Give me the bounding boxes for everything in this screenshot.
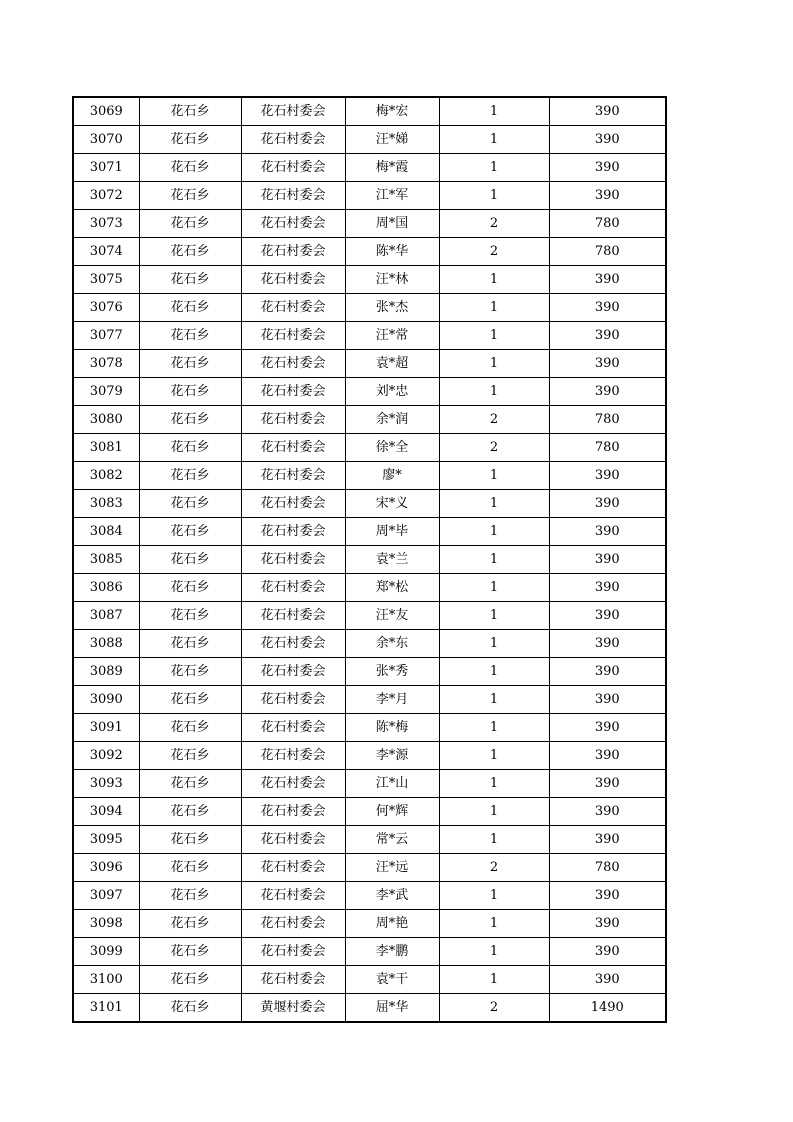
cell-person-name: 汪*友 — [345, 602, 439, 630]
cell-village-committee: 花石村委会 — [241, 938, 345, 966]
cell-township: 花石乡 — [139, 97, 241, 126]
cell-township: 花石乡 — [139, 406, 241, 434]
cell-village-committee: 花石村委会 — [241, 266, 345, 294]
cell-serial-number: 3081 — [73, 434, 139, 462]
table-row — [73, 490, 666, 518]
cell-person-name: 梅*宏 — [345, 97, 439, 126]
table-row — [73, 518, 666, 546]
cell-township: 花石乡 — [139, 742, 241, 770]
cell-amount: 390 — [549, 182, 666, 210]
cell-serial-number: 3072 — [73, 182, 139, 210]
cell-person-name: 余*润 — [345, 406, 439, 434]
cell-village-committee: 花石村委会 — [241, 546, 345, 574]
cell-amount: 390 — [549, 798, 666, 826]
table-row — [73, 826, 666, 854]
cell-amount: 390 — [549, 294, 666, 322]
cell-person-name: 江*山 — [345, 770, 439, 798]
cell-village-committee: 花石村委会 — [241, 574, 345, 602]
cell-township: 花石乡 — [139, 574, 241, 602]
cell-village-committee: 花石村委会 — [241, 406, 345, 434]
cell-serial-number: 3096 — [73, 854, 139, 882]
cell-person-name: 梅*霞 — [345, 154, 439, 182]
cell-serial-number: 3095 — [73, 826, 139, 854]
table-row — [73, 462, 666, 490]
cell-amount: 390 — [549, 350, 666, 378]
cell-township: 花石乡 — [139, 770, 241, 798]
table-row — [73, 406, 666, 434]
cell-township: 花石乡 — [139, 994, 241, 1023]
cell-amount: 390 — [549, 630, 666, 658]
cell-village-committee: 花石村委会 — [241, 742, 345, 770]
cell-household-count: 1 — [439, 686, 549, 714]
cell-township: 花石乡 — [139, 294, 241, 322]
cell-amount: 390 — [549, 826, 666, 854]
cell-amount: 390 — [549, 882, 666, 910]
cell-village-committee: 花石村委会 — [241, 462, 345, 490]
cell-person-name: 陈*梅 — [345, 714, 439, 742]
cell-serial-number: 3089 — [73, 658, 139, 686]
cell-person-name: 张*秀 — [345, 658, 439, 686]
cell-household-count: 1 — [439, 742, 549, 770]
cell-serial-number: 3084 — [73, 518, 139, 546]
cell-serial-number: 3090 — [73, 686, 139, 714]
cell-person-name: 张*杰 — [345, 294, 439, 322]
cell-village-committee: 花石村委会 — [241, 322, 345, 350]
cell-township: 花石乡 — [139, 854, 241, 882]
cell-amount: 390 — [549, 686, 666, 714]
cell-village-committee: 花石村委会 — [241, 882, 345, 910]
cell-person-name: 周*艳 — [345, 910, 439, 938]
cell-township: 花石乡 — [139, 322, 241, 350]
cell-person-name: 刘*忠 — [345, 378, 439, 406]
cell-village-committee: 花石村委会 — [241, 182, 345, 210]
cell-household-count: 1 — [439, 350, 549, 378]
cell-household-count: 1 — [439, 966, 549, 994]
cell-household-count: 1 — [439, 882, 549, 910]
table-row — [73, 266, 666, 294]
cell-village-committee: 花石村委会 — [241, 658, 345, 686]
table-row — [73, 210, 666, 238]
cell-amount: 390 — [549, 490, 666, 518]
cell-household-count: 1 — [439, 574, 549, 602]
cell-village-committee: 花石村委会 — [241, 490, 345, 518]
cell-village-committee: 花石村委会 — [241, 714, 345, 742]
cell-amount: 390 — [549, 770, 666, 798]
cell-household-count: 1 — [439, 798, 549, 826]
cell-amount: 390 — [549, 658, 666, 686]
cell-amount: 390 — [549, 154, 666, 182]
cell-township: 花石乡 — [139, 154, 241, 182]
cell-amount: 780 — [549, 854, 666, 882]
cell-village-committee: 花石村委会 — [241, 154, 345, 182]
cell-village-committee: 花石村委会 — [241, 294, 345, 322]
cell-township: 花石乡 — [139, 126, 241, 154]
cell-serial-number: 3082 — [73, 462, 139, 490]
table-row — [73, 602, 666, 630]
table-row — [73, 966, 666, 994]
cell-amount: 780 — [549, 434, 666, 462]
cell-amount: 390 — [549, 546, 666, 574]
table-row — [73, 854, 666, 882]
cell-person-name: 徐*全 — [345, 434, 439, 462]
cell-serial-number: 3076 — [73, 294, 139, 322]
cell-person-name: 郑*松 — [345, 574, 439, 602]
cell-serial-number: 3092 — [73, 742, 139, 770]
cell-person-name: 余*东 — [345, 630, 439, 658]
cell-person-name: 屈*华 — [345, 994, 439, 1023]
roster-table — [72, 96, 667, 1023]
table-row — [73, 658, 666, 686]
cell-township: 花石乡 — [139, 462, 241, 490]
cell-village-committee: 花石村委会 — [241, 910, 345, 938]
cell-township: 花石乡 — [139, 630, 241, 658]
cell-serial-number: 3101 — [73, 994, 139, 1023]
cell-township: 花石乡 — [139, 210, 241, 238]
cell-household-count: 1 — [439, 154, 549, 182]
cell-village-committee: 花石村委会 — [241, 630, 345, 658]
cell-amount: 390 — [549, 910, 666, 938]
cell-household-count: 1 — [439, 518, 549, 546]
cell-person-name: 李*鹏 — [345, 938, 439, 966]
cell-serial-number: 3077 — [73, 322, 139, 350]
cell-serial-number: 3100 — [73, 966, 139, 994]
cell-person-name: 陈*华 — [345, 238, 439, 266]
cell-household-count: 2 — [439, 994, 549, 1023]
cell-amount: 390 — [549, 322, 666, 350]
cell-household-count: 1 — [439, 770, 549, 798]
table-row — [73, 910, 666, 938]
cell-person-name: 汪*常 — [345, 322, 439, 350]
table-row — [73, 350, 666, 378]
table-row — [73, 770, 666, 798]
cell-serial-number: 3085 — [73, 546, 139, 574]
cell-township: 花石乡 — [139, 686, 241, 714]
cell-township: 花石乡 — [139, 714, 241, 742]
cell-amount: 390 — [549, 966, 666, 994]
table-row — [73, 294, 666, 322]
cell-household-count: 2 — [439, 854, 549, 882]
table-row — [73, 686, 666, 714]
cell-person-name: 汪*远 — [345, 854, 439, 882]
cell-amount: 390 — [549, 574, 666, 602]
cell-amount: 390 — [549, 602, 666, 630]
cell-household-count: 1 — [439, 658, 549, 686]
cell-person-name: 汪*娣 — [345, 126, 439, 154]
cell-person-name: 何*辉 — [345, 798, 439, 826]
cell-village-committee: 花石村委会 — [241, 126, 345, 154]
cell-village-committee: 花石村委会 — [241, 238, 345, 266]
cell-township: 花石乡 — [139, 238, 241, 266]
table-row — [73, 994, 666, 1023]
cell-serial-number: 3099 — [73, 938, 139, 966]
cell-amount: 780 — [549, 238, 666, 266]
table-row — [73, 798, 666, 826]
cell-serial-number: 3098 — [73, 910, 139, 938]
cell-serial-number: 3083 — [73, 490, 139, 518]
cell-household-count: 1 — [439, 602, 549, 630]
cell-household-count: 1 — [439, 462, 549, 490]
cell-serial-number: 3073 — [73, 210, 139, 238]
cell-serial-number: 3093 — [73, 770, 139, 798]
cell-serial-number: 3087 — [73, 602, 139, 630]
cell-person-name: 周*毕 — [345, 518, 439, 546]
cell-household-count: 1 — [439, 294, 549, 322]
cell-serial-number: 3086 — [73, 574, 139, 602]
cell-household-count: 1 — [439, 322, 549, 350]
cell-township: 花石乡 — [139, 798, 241, 826]
cell-amount: 1490 — [549, 994, 666, 1023]
cell-township: 花石乡 — [139, 434, 241, 462]
cell-person-name: 袁*干 — [345, 966, 439, 994]
cell-township: 花石乡 — [139, 658, 241, 686]
cell-village-committee: 花石村委会 — [241, 602, 345, 630]
cell-serial-number: 3075 — [73, 266, 139, 294]
cell-person-name: 常*云 — [345, 826, 439, 854]
table-row — [73, 630, 666, 658]
cell-village-committee: 花石村委会 — [241, 854, 345, 882]
table-row — [73, 714, 666, 742]
cell-household-count: 1 — [439, 490, 549, 518]
table-row — [73, 938, 666, 966]
table-row — [73, 546, 666, 574]
cell-township: 花石乡 — [139, 266, 241, 294]
cell-township: 花石乡 — [139, 378, 241, 406]
table-row — [73, 742, 666, 770]
cell-township: 花石乡 — [139, 490, 241, 518]
cell-serial-number: 3069 — [73, 97, 139, 126]
cell-village-committee: 花石村委会 — [241, 686, 345, 714]
cell-village-committee: 花石村委会 — [241, 966, 345, 994]
cell-amount: 390 — [549, 938, 666, 966]
cell-amount: 390 — [549, 714, 666, 742]
cell-amount: 390 — [549, 266, 666, 294]
cell-village-committee: 花石村委会 — [241, 434, 345, 462]
cell-amount: 780 — [549, 210, 666, 238]
cell-serial-number: 3088 — [73, 630, 139, 658]
cell-serial-number: 3071 — [73, 154, 139, 182]
cell-village-committee: 花石村委会 — [241, 210, 345, 238]
cell-amount: 390 — [549, 742, 666, 770]
roster-table-body — [73, 97, 666, 1022]
cell-household-count: 1 — [439, 266, 549, 294]
cell-township: 花石乡 — [139, 882, 241, 910]
cell-village-committee: 花石村委会 — [241, 518, 345, 546]
cell-household-count: 1 — [439, 182, 549, 210]
cell-household-count: 1 — [439, 826, 549, 854]
cell-household-count: 1 — [439, 714, 549, 742]
cell-person-name: 李*武 — [345, 882, 439, 910]
cell-township: 花石乡 — [139, 182, 241, 210]
cell-household-count: 2 — [439, 210, 549, 238]
cell-household-count: 2 — [439, 434, 549, 462]
cell-village-committee: 花石村委会 — [241, 97, 345, 126]
cell-serial-number: 3094 — [73, 798, 139, 826]
cell-person-name: 袁*兰 — [345, 546, 439, 574]
cell-village-committee: 黄堰村委会 — [241, 994, 345, 1023]
cell-township: 花石乡 — [139, 518, 241, 546]
table-row — [73, 322, 666, 350]
cell-person-name: 江*军 — [345, 182, 439, 210]
table-row — [73, 882, 666, 910]
cell-household-count: 1 — [439, 378, 549, 406]
cell-village-committee: 花石村委会 — [241, 770, 345, 798]
cell-village-committee: 花石村委会 — [241, 798, 345, 826]
cell-township: 花石乡 — [139, 546, 241, 574]
cell-village-committee: 花石村委会 — [241, 350, 345, 378]
cell-serial-number: 3070 — [73, 126, 139, 154]
cell-serial-number: 3078 — [73, 350, 139, 378]
cell-household-count: 1 — [439, 546, 549, 574]
table-row — [73, 97, 666, 126]
cell-township: 花石乡 — [139, 966, 241, 994]
cell-person-name: 廖* — [345, 462, 439, 490]
cell-amount: 390 — [549, 378, 666, 406]
cell-person-name: 李*月 — [345, 686, 439, 714]
cell-township: 花石乡 — [139, 910, 241, 938]
cell-township: 花石乡 — [139, 826, 241, 854]
table-row — [73, 126, 666, 154]
table-row — [73, 574, 666, 602]
cell-household-count: 2 — [439, 406, 549, 434]
cell-serial-number: 3080 — [73, 406, 139, 434]
cell-serial-number: 3079 — [73, 378, 139, 406]
table-row — [73, 182, 666, 210]
table-row — [73, 434, 666, 462]
cell-amount: 390 — [549, 126, 666, 154]
cell-township: 花石乡 — [139, 350, 241, 378]
cell-township: 花石乡 — [139, 602, 241, 630]
cell-amount: 780 — [549, 406, 666, 434]
cell-person-name: 宋*义 — [345, 490, 439, 518]
cell-household-count: 1 — [439, 938, 549, 966]
cell-serial-number: 3097 — [73, 882, 139, 910]
cell-amount: 390 — [549, 97, 666, 126]
cell-amount: 390 — [549, 518, 666, 546]
table-row — [73, 378, 666, 406]
cell-household-count: 1 — [439, 126, 549, 154]
table-row — [73, 154, 666, 182]
cell-household-count: 2 — [439, 238, 549, 266]
cell-serial-number: 3074 — [73, 238, 139, 266]
cell-amount: 390 — [549, 462, 666, 490]
table-row — [73, 238, 666, 266]
cell-village-committee: 花石村委会 — [241, 378, 345, 406]
cell-household-count: 1 — [439, 910, 549, 938]
cell-person-name: 袁*超 — [345, 350, 439, 378]
cell-village-committee: 花石村委会 — [241, 826, 345, 854]
cell-household-count: 1 — [439, 97, 549, 126]
cell-township: 花石乡 — [139, 938, 241, 966]
cell-person-name: 李*源 — [345, 742, 439, 770]
cell-person-name: 周*国 — [345, 210, 439, 238]
cell-household-count: 1 — [439, 630, 549, 658]
cell-serial-number: 3091 — [73, 714, 139, 742]
cell-person-name: 汪*林 — [345, 266, 439, 294]
